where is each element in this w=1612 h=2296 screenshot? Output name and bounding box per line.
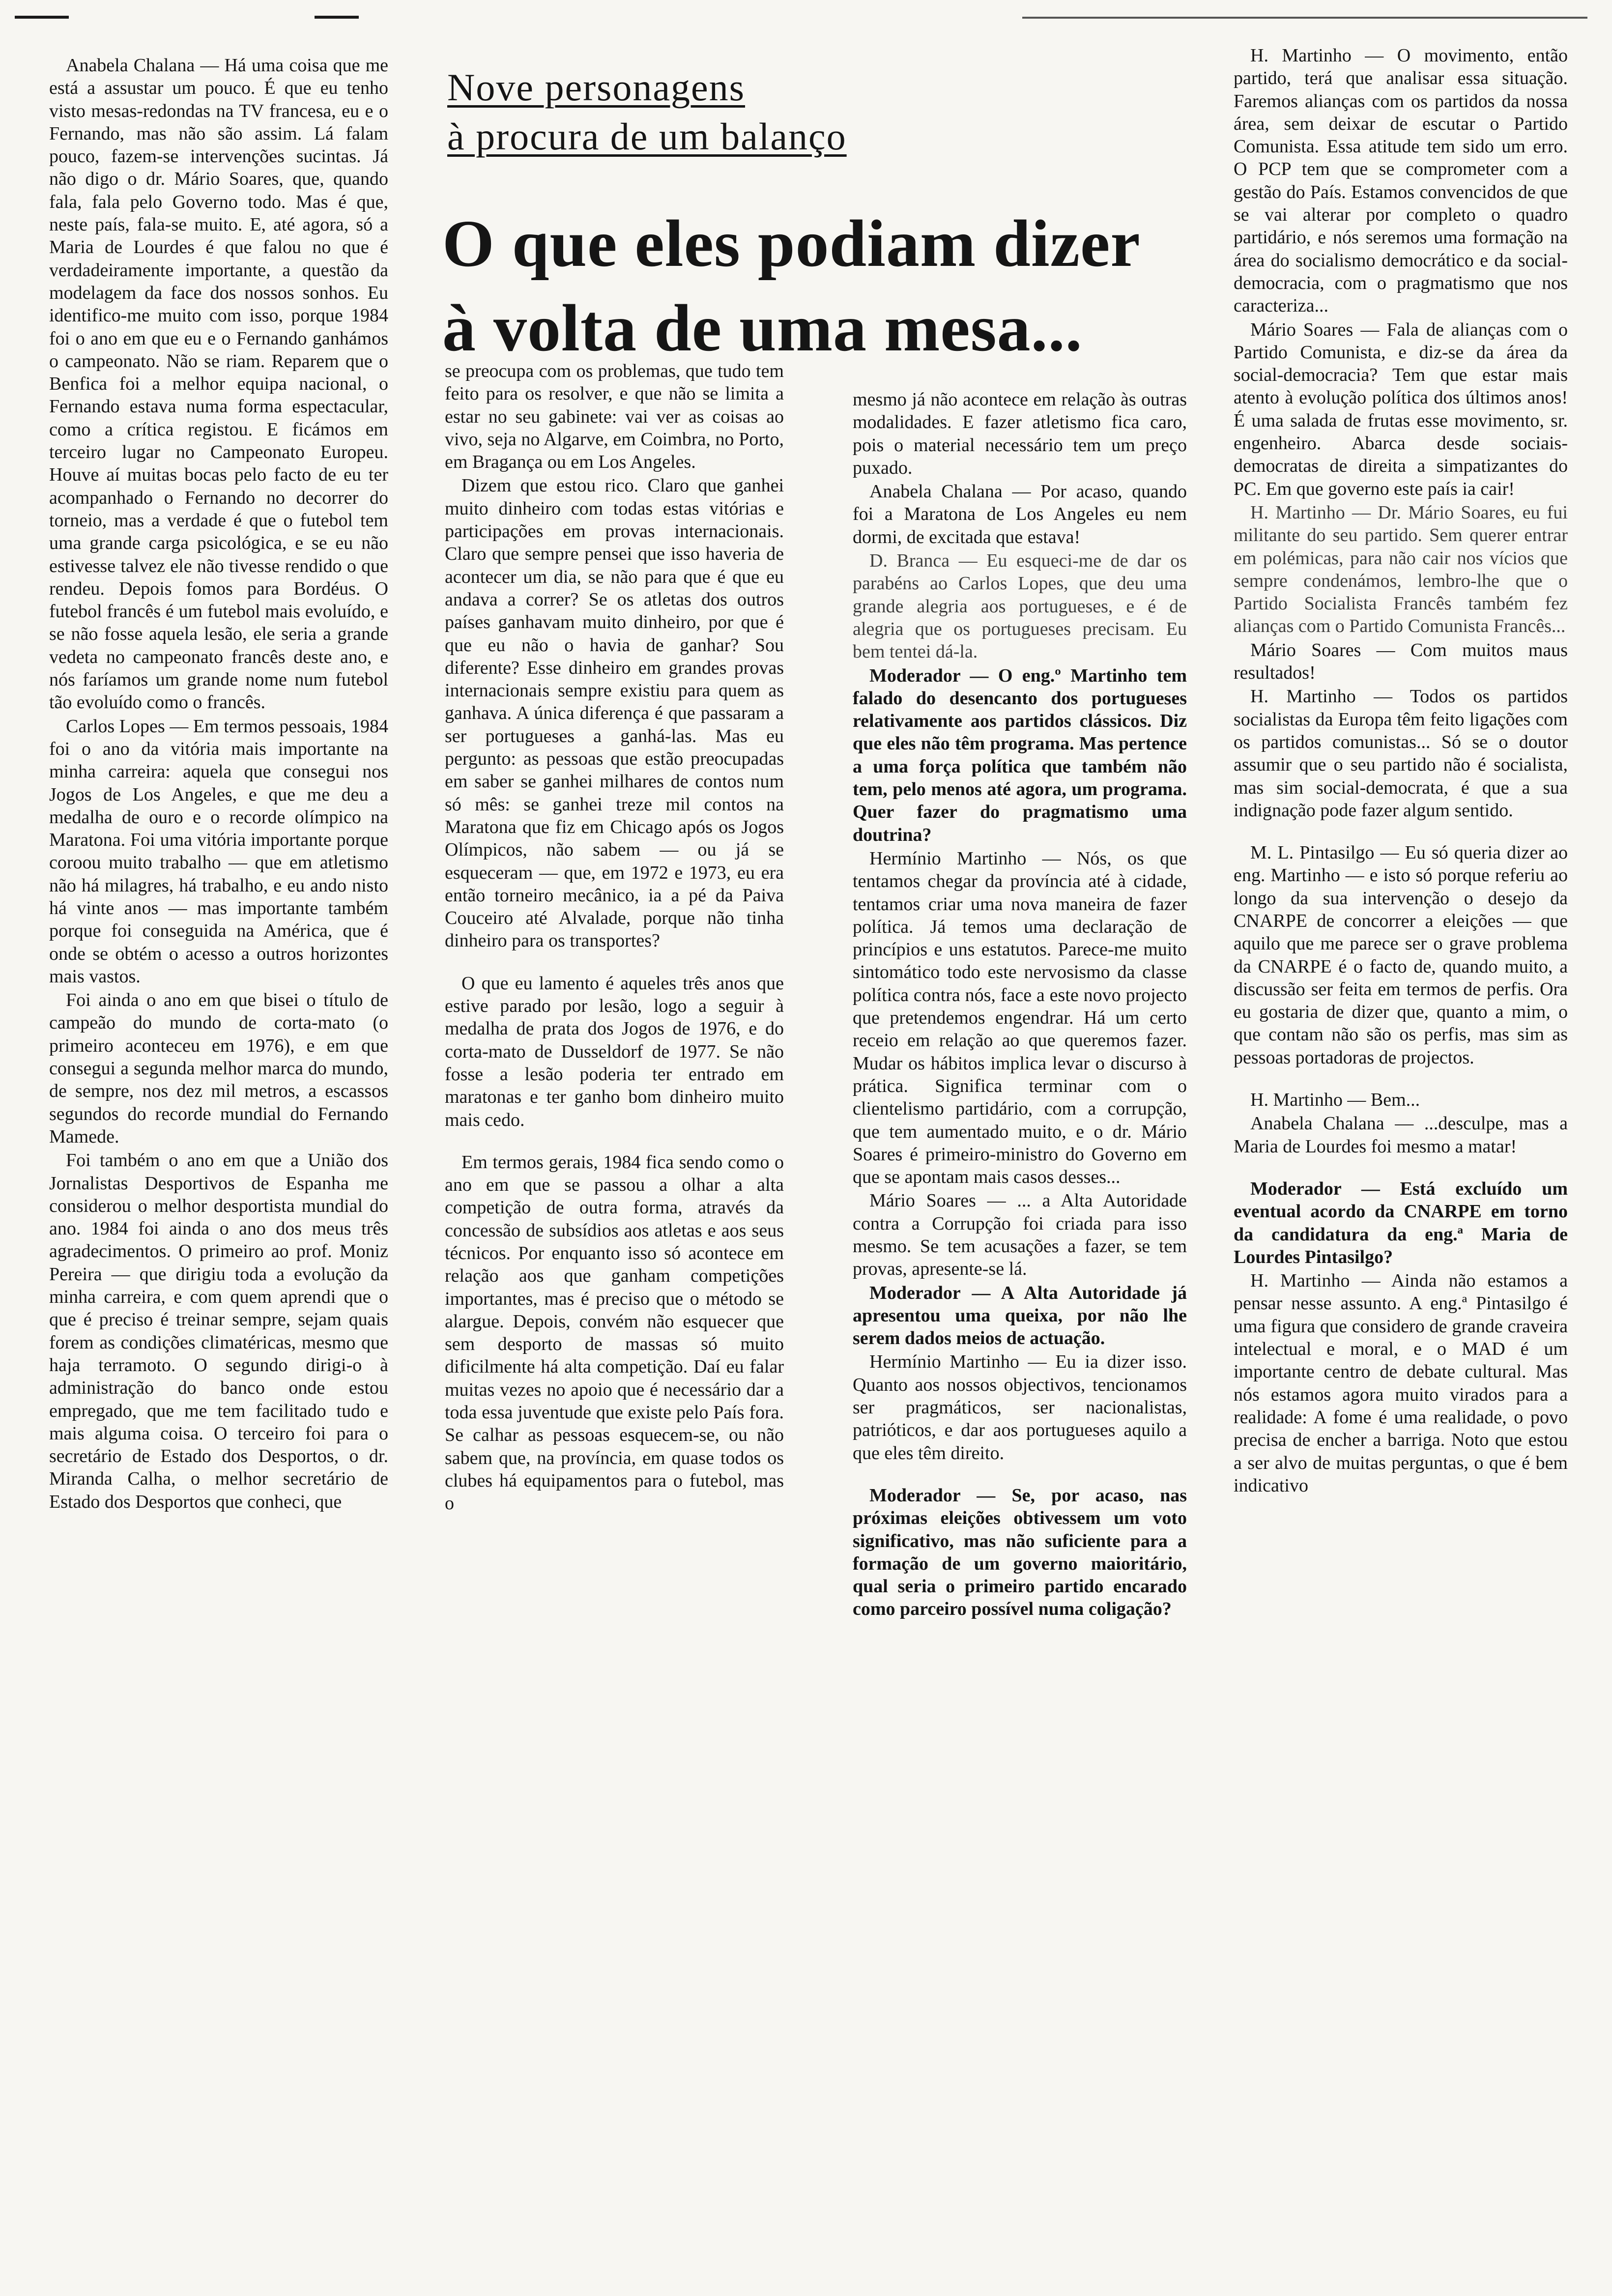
col4-paragraph-9: Moderador — Está excluído um eventual acordo da CNARPE em torno da candidatura da eng.ª Maria de Lourdes Pintasilgo? bbox=[1234, 1178, 1568, 1267]
col4-paragraph-10: H. Martinho — Ainda não estamos a pensar nesse assunto. A eng.ª Pintasilgo é uma figura que considero de grande craveira intelectual e moral, e o MAD é um importante centro de debate cultural. Mas nós estamos agora muito virados para a realidade: A fome é uma realidade, o povo precisa de encher a barriga. Noto que estou a ser alvo de muitas perguntas, o que é bem indicativo bbox=[1234, 1270, 1568, 1496]
col3-paragraph-1: mesmo já não acontece em relação às outras modalidades. E fazer atletismo fica caro, pois o material necessário tem um preço puxado. bbox=[853, 389, 1187, 478]
col2-paragraph-3: O que eu lamento é aqueles três anos que estive parado por lesão, logo a seguir à medalha de prata dos Jogos de 1976, e do corta-mato de Dusseldorf de 1977. Se não fosse a lesão poderia ter entrado em maratonas e ter ganho bom dinheiro muito mais cedo. bbox=[445, 973, 784, 1130]
top-rule-right bbox=[1022, 17, 1587, 19]
col4-paragraph-4: Mário Soares — Com muitos maus resultados! bbox=[1234, 639, 1568, 684]
top-rule-left bbox=[15, 16, 69, 19]
col3-paragraph-5: Hermínio Martinho — Nós, os que tentamos chegar da província até à cidade, tentamos criar uma nova maneira de fazer política. Já temos uma declaração de princípios e uns estatutos. Parece-me muito sintomático todo este nervosismo da classe política contra nós, face a este novo projecto que pretendemos engendrar. Há um certo receio em relação ao que queremos fazer. Mudar os hábitos implica levar o discurso à prática. Significa terminar com o clientelismo partidário, com a corrupção, que tem aumentado muito, e o dr. Mário Soares é primeiro-ministro do Governo em que se apontam mais casos desses... bbox=[853, 848, 1187, 1188]
col3-paragraph-9: Moderador — Se, por acaso, nas próximas eleições obtivessem um voto significativo, mas não suficiente para a formação de um governo maioritário, qual seria o primeiro partido encarado como parceiro possível numa coligação? bbox=[853, 1485, 1187, 1620]
column-3 bbox=[853, 388, 1187, 2266]
col1-paragraph-2: Carlos Lopes — Em termos pessoais, 1984 foi o ano da vitória mais importante na minha carreira: aquela que consegui nos Jogos de Los Angeles, e que me deu a medalha de ouro e o recorde olímpico na Maratona. Foi uma vitória importante porque coroou muito trabalho — que em atletismo não há milagres, há trabalho, e eu ando nisto há vinte anos — mas importante também porque foi conseguida na América, que é onde se obtém o acesso a outros horizontes mais vastos. bbox=[49, 716, 388, 987]
col2-paragraph-1: se preocupa com os problemas, que tudo tem feito para os resolver, e que não se limita a estar no seu gabinete: vai ver as coisas ao vivo, seja no Algarve, em Coimbra, no Porto, em Bragança ou em Los Angeles. bbox=[445, 361, 784, 473]
col1-paragraph-1: Anabela Chalana — Há uma coisa que me está a assustar um pouco. É que eu tenho visto mesas-redondas na TV francesa, eu e o Fernando, mas não são assim. Lá falam pouco, fazem-se intervenções sucintas. Já não digo o dr. Mário Soares, que, quando fala, fala pelo Governo todo. Mas é que, neste país, fala-se muito. E, até agora, só a Maria de Lourdes é que falou no que é verdadeiramente importante, a questão da modelagem da face dos nossos sonhos. Eu identifico-me muito com isso, porque 1984 foi o ano em que eu e o Fernando ganhámos o campeonato. Não se riam. Reparem que o Benfica foi a melhor equipa nacional, o Fernando estava numa forma espectacular, como a crítica registou. E ficámos em terceiro lugar no Campeonato Europeu. Houve aí muitas bocas pelo facto de eu ter acompanhado o Fernando no decorrer do torneio, mas a verdade é que o futebol tem uma grande carga psicológica, e se eu não estivesse talvez ele não tivesse rendido o que rendeu. Depois fomos para Bordéus. O futebol francês é um futebol mais evoluído, e se não fosse aquela lesão, ele seria a grande vedeta no campeonato francês deste ano, e nós faríamos um grande nome num futebol tão evoluído como o francês. bbox=[49, 55, 388, 713]
col4-paragraph-2: Mário Soares — Fala de alianças com o Partido Comunista, e diz-se da área da social-democracia? Tem que estar mais atento à evolução política dos últimos anos! É uma salada de frutas esse movimento, sr. engenheiro. Abarca desde sociais-democratas de direita a simpatizantes do PC. Em que governo este país ia cair! bbox=[1234, 319, 1568, 499]
col4-paragraph-1: H. Martinho — O movimento, então partido, terá que analisar essa situação. Faremos alianças com os partidos da nossa área, sem deixar de escutar o Partido Comunista. Essa atitude tem sido um erro. O PCP tem que se comprometer com a gestão do País. Estamos convencidos de que se vai alterar por completo o quadro partidário, e nós seremos uma formação na área do socialismo democrático e da social-democracia, com o pragmatismo que nos caracteriza... bbox=[1234, 45, 1568, 316]
top-rule-center bbox=[315, 16, 359, 19]
col3-paragraph-6: Mário Soares — ... a Alta Autoridade contra a Corrupção foi criada para isso mesmo. Se tem acusações a fazer, se tem provas, apresente-se lá. bbox=[853, 1190, 1187, 1280]
column-4 bbox=[1234, 44, 1568, 2266]
col2-paragraph-2: Dizem que estou rico. Claro que ganhei muito dinheiro com todas estas vitórias e participações em provas internacionais. Claro que sempre pensei que isso haveria de acontecer um dia, se não para que é que eu andava a correr? Se os atletas dos outros países ganhavam muito dinheiro, por que é que eu não o havia de ganhar? Sou diferente? Esse dinheiro em grandes provas internacionais sempre existiu para quem as ganhava. A única diferença é que passaram a ser portugueses a ganhá-las. Mas eu pergunto: as pessoas que estão preocupadas em saber se ganhei milhares de contos num só mês: se ganhei treze mil contos na Maratona que fiz em Chicago após os Jogos Olímpicos, não sabem — ou já se esqueceram — que, em 1972 e 1973, eu era então torneiro mecânico, ia a pé da Paiva Couceiro até Alvalade, porque não tinha dinheiro para os transportes? bbox=[445, 475, 784, 951]
headline-line-2: à volta de uma mesa... bbox=[442, 291, 1083, 365]
col1-paragraph-4: Foi também o ano em que a União dos Jornalistas Desportivos de Espanha me considerou o melhor desportista mundial do ano. 1984 foi ainda o ano dos meus três agradecimentos. O primeiro ao prof. Moniz Pereira — que dirigiu toda a evolução da minha carreira, e com quem aprendi que o que é preciso é treinar sempre, sejam quais forem as condições climatéricas, mesmo que haja terramoto. O segundo dirigi-o à administração do banco onde estou empregado, que me tem facilitado tudo e mais alguma coisa. O terceiro foi para o secretário de Estado dos Desportos, o dr. Miranda Calha, o melhor secretário de Estado dos Desportos que conheci, que bbox=[49, 1150, 388, 1512]
col3-paragraph-3: D. Branca — Eu esqueci-me de dar os parabéns ao Carlos Lopes, que deu uma grande alegria aos portugueses, e é de alegria que os portugueses precisam. Eu bem tentei dá-la. bbox=[853, 550, 1187, 662]
col2-paragraph-4: Em termos gerais, 1984 fica sendo como o ano em que se passou a olhar a alta competição de outra forma, através da concessão de subsídios aos atletas e aos seus técnicos. Por enquanto isso só acontece em relação aos que ganham competições importantes, mas é preciso que o método se alargue. Depois, convém não esquecer que sem desporto de massas só muito dificilmente há alta competição. Daí eu falar muitas vezes no apoio que é necessário dar a toda essa juventude que existe pelo País fora. Se calhar as pessoas esquecem-se, ou não sabem que, na província, em quase todos os clubes há equipamentos para o futebol, mas o bbox=[445, 1151, 784, 1514]
kicker-line-1: Nove personagens bbox=[447, 66, 745, 109]
article-kicker bbox=[447, 63, 890, 161]
col4-paragraph-5: H. Martinho — Todos os partidos socialistas da Europa têm feito ligações com os partidos comunistas... Só se o doutor assumir que o seu partido não é socialista, mas sim social-democrata, é que a sua indignação pode fazer algum sentido. bbox=[1234, 686, 1568, 821]
col4-paragraph-6: M. L. Pintasilgo — Eu só queria dizer ao eng. Martinho — e isto só porque referiu ao longo da sua intervenção o desejo da CNARPE de concorrer a eleições — que aquilo que me parece ser o grave problema da CNARPE é o facto de, quando muito, a discussão ser feita em termos de perfis. Ora eu gostaria de dizer que, quanto a mim, o que contam não são os perfis, mas sim as pessoas portadoras de projectos. bbox=[1234, 842, 1568, 1068]
article-headline bbox=[442, 201, 1145, 371]
col3-paragraph-7: Moderador — A Alta Autoridade já apresentou uma queixa, por não lhe serem dados meios de actuação. bbox=[853, 1282, 1187, 1349]
col4-paragraph-7: H. Martinho — Bem... bbox=[1250, 1090, 1420, 1111]
kicker-line-2: à procura de um balanço bbox=[447, 115, 847, 158]
col1-paragraph-3: Foi ainda o ano em que bisei o título de campeão do mundo de corta-mato (o primeiro aconteceu em 1976), e em que consegui a segunda melhor marca do mundo, de sempre, nos dez mil metros, a escassos segundos do recorde mundial do Fernando Mamede. bbox=[49, 990, 388, 1147]
col4-paragraph-3: H. Martinho — Dr. Mário Soares, eu fui militante do seu partido. Sem querer entrar em polémicas, para não cair nos vícios que sempre condenámos, lembro-lhe que o Partido Socialista Francês também fez alianças com o Partido Comunista Francês... bbox=[1234, 502, 1568, 637]
col4-paragraph-8: Anabela Chalana — ...desculpe, mas a Maria de Lourdes foi mesmo a matar! bbox=[1234, 1113, 1568, 1157]
column-2 bbox=[445, 360, 784, 2267]
col3-paragraph-8: Hermínio Martinho — Eu ia dizer isso. Quanto aos nossos objectivos, tencionamos ser pragmáticos, ser nacionalistas, patrióticos, e dar aos portugueses aquilo a que eles têm direito. bbox=[853, 1351, 1187, 1464]
col3-paragraph-2: Anabela Chalana — Por acaso, quando foi a Maratona de Los Angeles eu nem dormi, de excitada que estava! bbox=[853, 481, 1187, 547]
col3-paragraph-4: Moderador — O eng.º Martinho tem falado do desencanto dos portugueses relativamente aos partidos clássicos. Diz que eles não têm programa. Mas pertence a uma força política que também não tem, pelo menos até agora, um programa. Quer fazer do pragmatismo uma doutrina? bbox=[853, 665, 1187, 845]
column-1 bbox=[49, 54, 388, 2266]
headline-line-1: O que eles podiam dizer bbox=[442, 207, 1141, 281]
